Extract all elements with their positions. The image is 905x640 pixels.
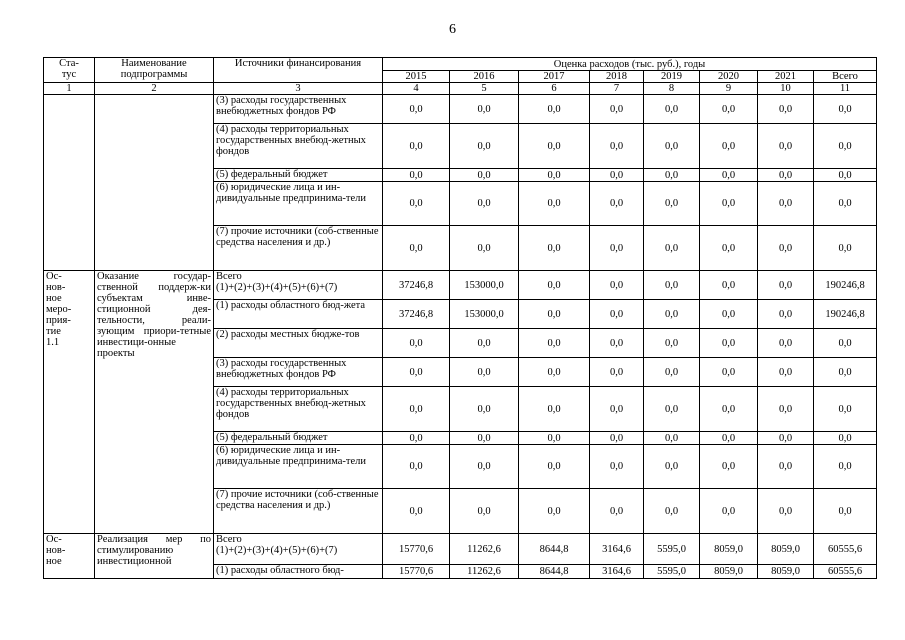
value-cell: 0,0: [644, 300, 700, 329]
funding-source-cell: (5) федеральный бюджет: [214, 432, 383, 445]
value-cell: 0,0: [450, 432, 519, 445]
value-cell: 0,0: [700, 95, 758, 124]
value-cell: 0,0: [758, 387, 814, 432]
value-cell: 8059,0: [700, 565, 758, 579]
value-cell: 0,0: [814, 124, 877, 169]
value-cell: 0,0: [644, 95, 700, 124]
funding-source-cell: (4) расходы территориальных государственных внебюд-жетных фондов: [214, 124, 383, 169]
value-cell: 0,0: [700, 169, 758, 182]
header-column-number: 1: [44, 83, 95, 95]
value-cell: 0,0: [644, 124, 700, 169]
value-cell: 0,0: [519, 445, 590, 489]
header-column-number: 2: [95, 83, 214, 95]
value-cell: 0,0: [590, 182, 644, 226]
table-row: [44, 95, 877, 124]
value-cell: 0,0: [450, 489, 519, 534]
value-cell: 0,0: [590, 445, 644, 489]
value-cell: 60555,6: [814, 565, 877, 579]
value-cell: 0,0: [700, 387, 758, 432]
funding-source-cell: (6) юридические лица и ин-дивидуальные предпринима-тели: [214, 445, 383, 489]
value-cell: 15770,6: [383, 534, 450, 565]
funding-source-cell: (1) расходы областного бюд-: [214, 565, 383, 579]
funding-source-cell: (4) расходы территориальных государственных внебюд-жетных фондов: [214, 387, 383, 432]
value-cell: 0,0: [383, 124, 450, 169]
header-column-number: 3: [214, 83, 383, 95]
value-cell: 0,0: [519, 271, 590, 300]
value-cell: 0,0: [450, 182, 519, 226]
value-cell: 0,0: [644, 358, 700, 387]
funding-source-cell: Всего (1)+(2)+(3)+(4)+(5)+(6)+(7): [214, 271, 383, 300]
subprogram-name-cell: Оказание государ-ственной поддерж-ки субъектам инве-стиционной дея-тельности, реали-зующим приори-тетные инвестици-онные проекты: [95, 271, 214, 534]
value-cell: 0,0: [700, 182, 758, 226]
page-number: 6: [449, 22, 456, 37]
funding-source-cell: (7) прочие источники (соб-ственные средства населения и др.): [214, 489, 383, 534]
value-cell: 153000,0: [450, 300, 519, 329]
value-cell: 3164,6: [590, 534, 644, 565]
value-cell: 11262,6: [450, 534, 519, 565]
table-row: [44, 271, 877, 300]
value-cell: 0,0: [644, 387, 700, 432]
funding-source-cell: (5) федеральный бюджет: [214, 169, 383, 182]
budget-table: [43, 57, 877, 579]
value-cell: 0,0: [758, 445, 814, 489]
header-year: 2018: [590, 71, 644, 83]
table-header: [44, 58, 877, 95]
value-cell: 0,0: [590, 387, 644, 432]
value-cell: 0,0: [644, 182, 700, 226]
value-cell: 0,0: [758, 271, 814, 300]
value-cell: 0,0: [814, 95, 877, 124]
value-cell: 0,0: [590, 300, 644, 329]
value-cell: 0,0: [383, 432, 450, 445]
value-cell: 0,0: [590, 432, 644, 445]
header-year: Всего: [814, 71, 877, 83]
value-cell: 0,0: [700, 329, 758, 358]
value-cell: 11262,6: [450, 565, 519, 579]
value-cell: 0,0: [814, 358, 877, 387]
value-cell: 37246,8: [383, 271, 450, 300]
value-cell: 0,0: [644, 432, 700, 445]
value-cell: 0,0: [644, 271, 700, 300]
value-cell: 0,0: [519, 432, 590, 445]
value-cell: 0,0: [590, 226, 644, 271]
value-cell: 0,0: [758, 358, 814, 387]
value-cell: 0,0: [814, 387, 877, 432]
header-year: 2017: [519, 71, 590, 83]
header-column-number: 4: [383, 83, 450, 95]
header-year: 2016: [450, 71, 519, 83]
value-cell: 0,0: [758, 300, 814, 329]
header-year: 2021: [758, 71, 814, 83]
value-cell: 0,0: [758, 169, 814, 182]
value-cell: 190246,8: [814, 271, 877, 300]
value-cell: 0,0: [758, 124, 814, 169]
value-cell: 0,0: [590, 124, 644, 169]
value-cell: 0,0: [700, 489, 758, 534]
header-year: 2020: [700, 71, 758, 83]
funding-source-cell: (3) расходы государственных внебюджетных фондов РФ: [214, 95, 383, 124]
value-cell: 0,0: [700, 226, 758, 271]
value-cell: 0,0: [644, 489, 700, 534]
value-cell: 0,0: [450, 329, 519, 358]
value-cell: 0,0: [814, 182, 877, 226]
value-cell: 0,0: [590, 271, 644, 300]
value-cell: 0,0: [450, 169, 519, 182]
value-cell: 0,0: [758, 95, 814, 124]
value-cell: 0,0: [758, 329, 814, 358]
value-cell: 190246,8: [814, 300, 877, 329]
value-cell: 0,0: [383, 329, 450, 358]
funding-source-cell: (1) расходы областного бюд-жета: [214, 300, 383, 329]
value-cell: 8059,0: [758, 565, 814, 579]
funding-source-cell: Всего (1)+(2)+(3)+(4)+(5)+(6)+(7): [214, 534, 383, 565]
value-cell: 5595,0: [644, 565, 700, 579]
value-cell: 0,0: [519, 169, 590, 182]
value-cell: 0,0: [590, 169, 644, 182]
value-cell: 8059,0: [700, 534, 758, 565]
header-status: Ста- тус: [44, 58, 95, 83]
value-cell: 0,0: [450, 445, 519, 489]
value-cell: 0,0: [700, 271, 758, 300]
status-cell: Ос- нов- ное: [44, 534, 95, 579]
funding-source-cell: (3) расходы государственных внебюджетных фондов РФ: [214, 358, 383, 387]
value-cell: 0,0: [814, 445, 877, 489]
header-column-number: 7: [590, 83, 644, 95]
value-cell: 0,0: [519, 226, 590, 271]
header-year: 2015: [383, 71, 450, 83]
value-cell: 0,0: [450, 124, 519, 169]
header-subprogram-name: Наименование подпрограммы: [95, 58, 214, 83]
value-cell: 0,0: [450, 226, 519, 271]
value-cell: 0,0: [519, 329, 590, 358]
value-cell: 8059,0: [758, 534, 814, 565]
value-cell: 0,0: [519, 358, 590, 387]
value-cell: 0,0: [700, 358, 758, 387]
header-column-number: 9: [700, 83, 758, 95]
value-cell: 0,0: [644, 329, 700, 358]
value-cell: 153000,0: [450, 271, 519, 300]
header-column-number: 5: [450, 83, 519, 95]
value-cell: 0,0: [814, 432, 877, 445]
value-cell: 0,0: [814, 329, 877, 358]
value-cell: 0,0: [758, 489, 814, 534]
value-cell: 0,0: [590, 95, 644, 124]
status-cell: Ос- нов- ное меро- прия- тие 1.1: [44, 271, 95, 534]
funding-source-cell: (2) расходы местных бюдже-тов: [214, 329, 383, 358]
value-cell: 0,0: [450, 387, 519, 432]
value-cell: 0,0: [383, 95, 450, 124]
value-cell: 0,0: [383, 226, 450, 271]
value-cell: 0,0: [383, 489, 450, 534]
value-cell: 60555,6: [814, 534, 877, 565]
value-cell: 0,0: [758, 226, 814, 271]
value-cell: 0,0: [814, 169, 877, 182]
subprogram-name-cell: Реализация мер по стимулированию инвестиционной: [95, 534, 214, 579]
header-column-number: 6: [519, 83, 590, 95]
value-cell: 0,0: [450, 95, 519, 124]
value-cell: 0,0: [814, 489, 877, 534]
value-cell: 0,0: [519, 300, 590, 329]
header-column-number: 8: [644, 83, 700, 95]
value-cell: 0,0: [519, 124, 590, 169]
header-year: 2019: [644, 71, 700, 83]
header-estimate-title: Оценка расходов (тыс. руб.), годы: [383, 58, 877, 71]
value-cell: 0,0: [519, 387, 590, 432]
value-cell: 0,0: [758, 182, 814, 226]
value-cell: 0,0: [814, 226, 877, 271]
value-cell: 0,0: [519, 489, 590, 534]
value-cell: 8644,8: [519, 565, 590, 579]
value-cell: 0,0: [383, 387, 450, 432]
value-cell: 3164,6: [590, 565, 644, 579]
value-cell: 0,0: [383, 445, 450, 489]
value-cell: 0,0: [644, 169, 700, 182]
status-cell: [44, 95, 95, 271]
value-cell: 0,0: [758, 432, 814, 445]
funding-source-cell: (7) прочие источники (соб-ственные средства населения и др.): [214, 226, 383, 271]
header-column-number: 10: [758, 83, 814, 95]
header-funding-sources: Источники финансирования: [214, 58, 383, 83]
value-cell: 37246,8: [383, 300, 450, 329]
funding-source-cell: (6) юридические лица и ин-дивидуальные предпринима-тели: [214, 182, 383, 226]
value-cell: 8644,8: [519, 534, 590, 565]
header-column-number: 11: [814, 83, 877, 95]
value-cell: 0,0: [590, 358, 644, 387]
value-cell: 0,0: [383, 182, 450, 226]
value-cell: 5595,0: [644, 534, 700, 565]
value-cell: 0,0: [644, 445, 700, 489]
value-cell: 0,0: [383, 169, 450, 182]
value-cell: 0,0: [700, 300, 758, 329]
value-cell: 0,0: [590, 489, 644, 534]
value-cell: 15770,6: [383, 565, 450, 579]
table-row: [44, 534, 877, 565]
value-cell: 0,0: [700, 432, 758, 445]
value-cell: 0,0: [644, 226, 700, 271]
value-cell: 0,0: [590, 329, 644, 358]
subprogram-name-cell: [95, 95, 214, 271]
value-cell: 0,0: [519, 95, 590, 124]
value-cell: 0,0: [700, 445, 758, 489]
value-cell: 0,0: [700, 124, 758, 169]
value-cell: 0,0: [383, 358, 450, 387]
value-cell: 0,0: [450, 358, 519, 387]
value-cell: 0,0: [519, 182, 590, 226]
